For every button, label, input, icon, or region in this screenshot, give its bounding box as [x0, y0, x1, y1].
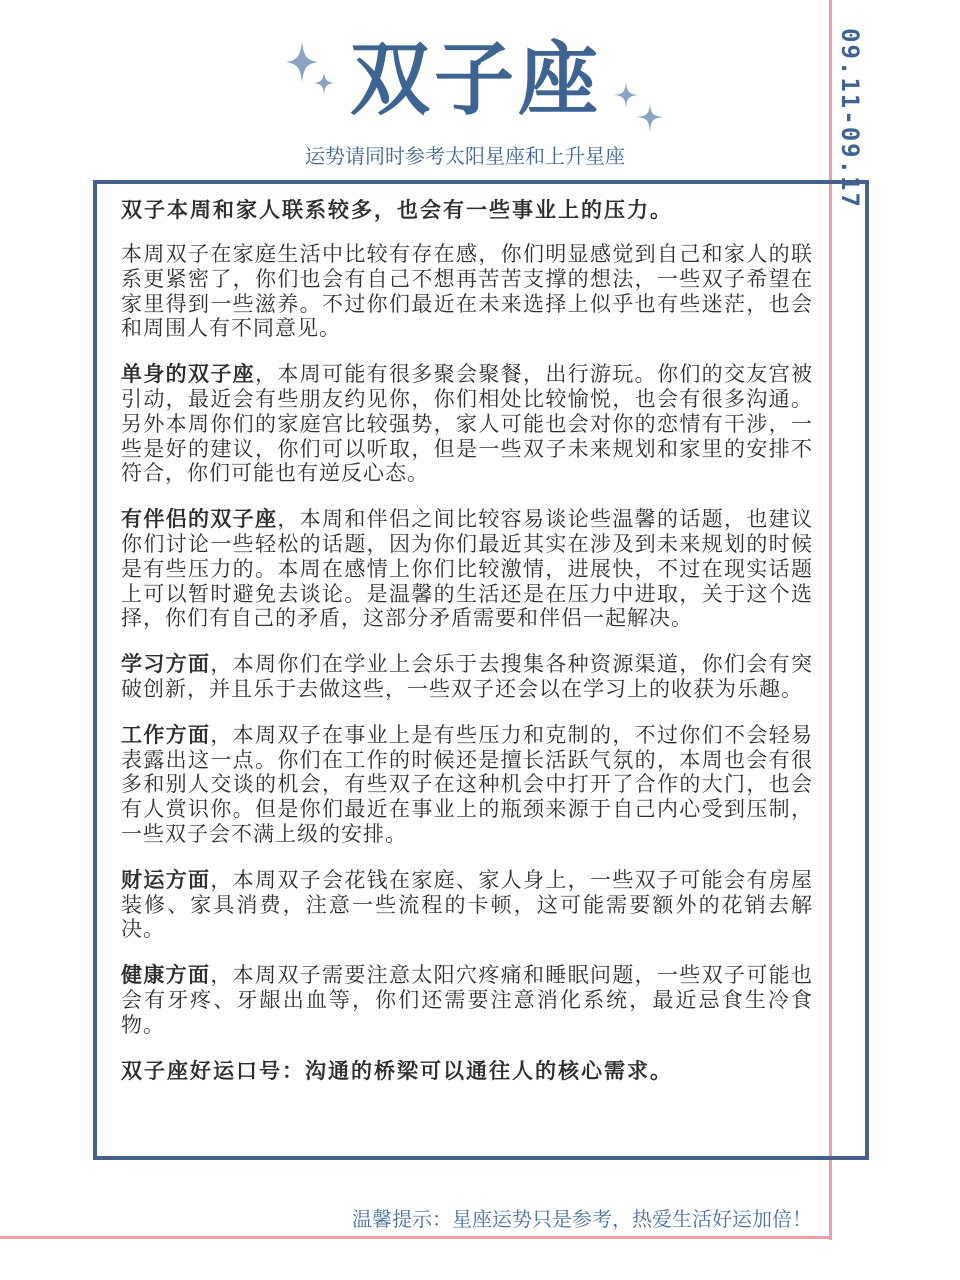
- date-range: 09.11-09.17: [836, 28, 864, 209]
- decorative-horizontal-line: [0, 1236, 832, 1239]
- intro-paragraph: 本周双子在家庭生活中比较有存在感，你们明显感觉到自己和家人的联系更紧密了，你们也会有自己不想再苦苦支撑的想法，一些双子希望在家里得到一些滋养。不过你们最近在未来选择上似乎也有些迷茫，也会和周围人有不同意见。: [121, 242, 813, 341]
- section-label: 单身的双子座: [121, 362, 255, 387]
- section-text: ，本周可能有很多聚会聚餐，出行游玩。你们的交友宫被引动，最近会有些朋友约见你，你们相处比较愉悦，也会有很多沟通。另外本周你们的家庭宫比较强势，家人可能也会对你的恋情有干涉，一些是好的建议，你们可以听取，但是一些双子未来规划和家里的安排不符合，你们可能也有逆反心态。: [121, 362, 813, 486]
- section-health: [121, 963, 813, 1037]
- subtitle: 运势请同时参考太阳星座和上升星座: [305, 144, 625, 168]
- footer-tip: 温馨提示：星座运势只是参考，热爱生活好运加倍！: [352, 1207, 812, 1231]
- section-text: ，本周双子会花钱在家庭、家人身上，一些双子可能会有房屋装修、家具消费，注意一些流程的卡顿，这可能需要额外的花销去解决。: [121, 867, 814, 942]
- sparkle-icon: [286, 42, 338, 102]
- section-label: 财运方面: [121, 867, 211, 892]
- section-label: 有伴侣的双子座: [121, 507, 278, 532]
- section-study: [121, 652, 813, 702]
- section-label: 健康方面: [121, 963, 211, 988]
- slogan: 双子座好运口号：沟通的桥梁可以通往人的核心需求。: [121, 1058, 673, 1083]
- section-text: ，本周双子需要注意太阳穴疼痛和睡眠问题，一些双子可能也会有牙疼、牙龈出血等，你们还需要注意消化系统，最近忌食生冷食物。: [121, 963, 814, 1037]
- section-text: ，本周双子在事业上是有些压力和克制的，不过你们不会轻易表露出这一点。你们在工作的时候还是擅长活跃气氛的，本周也会有很多和别人交谈的机会，有些双子在这种机会中打开了合作的大门，也会有人赏识你。但是你们最近在事业上的瓶颈来源于自己内心受到压制，一些双子会不满上级的安排。: [121, 722, 814, 846]
- section-label: 工作方面: [121, 722, 211, 747]
- section-single: [121, 362, 813, 486]
- page-title: 双子座: [350, 33, 602, 126]
- section-partnered: [121, 507, 813, 631]
- section-text: ，本周你们在学业上会乐于去搜集各种资源渠道，你们会有突破创新，并且乐于去做这些，一些双子还会以在学习上的收获为乐趣。: [121, 652, 814, 701]
- horoscope-panel: [93, 180, 869, 1160]
- sparkle-icon: [612, 82, 668, 138]
- section-finance: [121, 868, 813, 942]
- headline: 双子本周和家人联系较多，也会有一些事业上的压力。: [121, 198, 673, 222]
- section-text: ，本周和伴侣之间比较容易谈论些温馨的话题，也建议你们讨论一些轻松的话题，因为你们最近其实在涉及到未来规划的时候是有些压力的。本周在感情上你们比较激情，进展快，不过在现实话题上可以暂时避免去谈论。是温馨的生活还是在压力中进取，关于这个选择，你们有自己的矛盾，这部分矛盾需要和伴侣一起解决。: [121, 507, 814, 631]
- section-label: 学习方面: [121, 652, 211, 677]
- section-work: [121, 723, 813, 847]
